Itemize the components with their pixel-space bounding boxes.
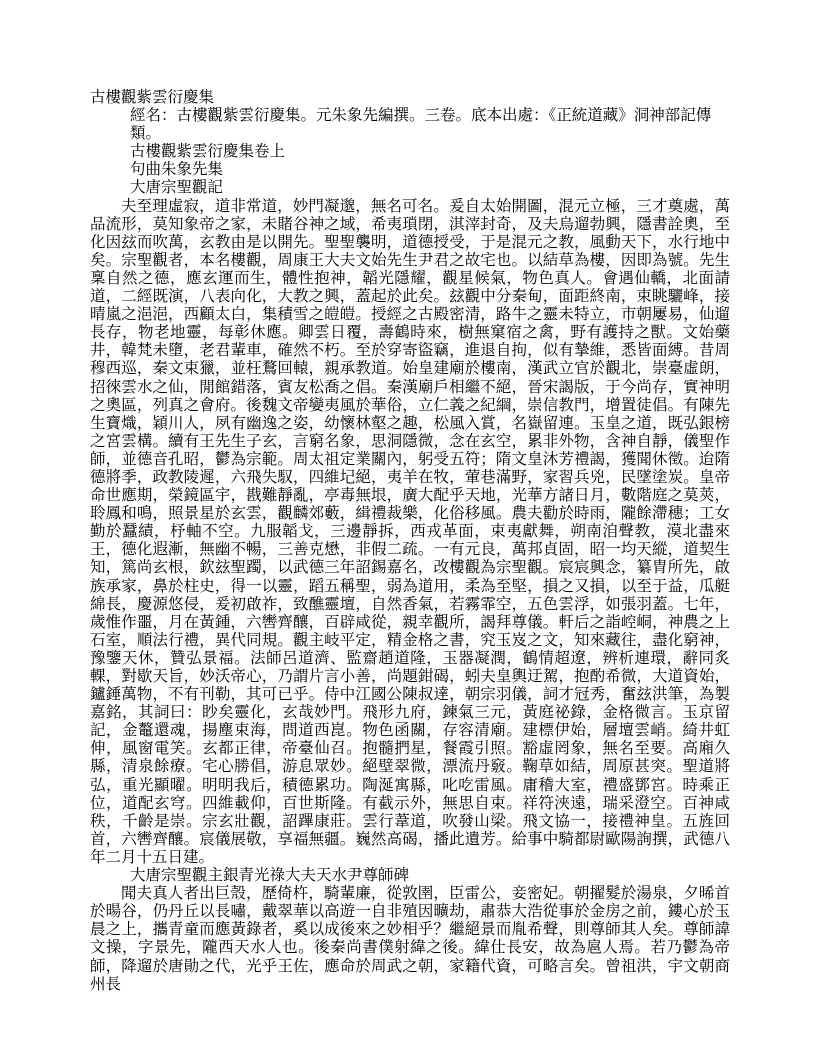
scripture-meta-line: 經名：古樓觀紫雲衍慶集。元朱象先編撰。三卷。底本出處：《正統道藏》洞神部記傳類。 [130,106,712,143]
section-heading-zongsheng-guan-ji: 大唐宗聖觀記 [130,178,224,197]
volume-heading: 古樓觀紫雲衍慶集卷上 [130,142,286,161]
document-title: 古樓觀紫雲衍慶集 [90,88,215,106]
section-heading-yin-zunshi-bei: 大唐宗聖觀主銀青光祿大夫天水尹尊師碑 [130,866,410,885]
section-body-zongsheng-guan-ji: 夫至理虛寂，道非常道，妙門凝邈，無名可名。爰自太始開圖，混元立極，三才奠處，萬品流形，莫知象帝之家，未賭谷神之域，希夷瑣閉，淇滓封奇，及夫烏遛勃興，隱書詮奧，至化因玆而吹萬，玄教由是以開先。聖聖襲明，道德授受，于是混元之教，風動天下，水行地中矣。宗聖觀者，本名樓觀，周康王大夫文始先生尹君之故宅也。以結草為樓，因即為號。先生稟自然之德，應玄運而生，體性抱神，韜光隱耀，觀星候氣，物色真人。會遇仙轎，北面請道，二經既演，八表向化，大教之興，蓋起於此矣。玆觀中分秦甸，面距終南，束眺驪峰，接晴嵐之浥浥，西顧太白，集積雪之皚皚。授經之古殿密清，路牛之靈未特立，市朝屢易，仙遛長存，物老地靈，每彰休應。卿雲日覆，壽鶴時來，樹無窠宿之禽，野有護持之獸。文始藥井，韓梵未墮，老君輩車，確然不朽。至於穿寄盜竊，進退自拘，似有摯維，悉皆面縛。昔周穆西巡，秦文束獵，並枉鶩回轅，親承教道。始皇建廟於樓南，漢武立官於觀北，崇臺虛朗，招徠雲水之仙，閒館錯落，賓友松喬之倡。秦漢廟戶相繼不絕，晉宋謁版，于今尚存，實神明之奧區，列真之會府。後魏文帝孌夷風於華俗，立仁義之紀綱，崇信教門，增置徒倡。有陳先生寶熾，穎川人，夙有幽逸之姿，幼懷林壑之趣，松風入賞，名嶽留連。玉皇之道，既弘銀榜之宮雲構。續有王先生子玄，言窮名象，思洞隱微，念在玄空，累非外物，含神自靜，儀聖作師，並德音孔昭，鬱為宗範。周太祖定業關內，躬受五符；隋文皇沐芳禮謁，獲聞休徵。迨隋德將季，政教陵遲，六飛失馭，四維圮絕，夷羊在牧，葷巷滿野，家習兵兇，民墜塗炭。皇帝命世應期，榮鏡區宇，戡難靜亂，亭毒無垠，廣大配乎天地，光華方諸日月，數階庭之莫莢，聆鳳和鳴，照景星於玄雲，觀麟郊藪，緝禮裁樂，化俗移風。農夫勸於時雨，隴餘滯穗；工女勤於蠶績，杼軸不空。九服韜戈，三邊靜拆，西戎革面，束夷獻舞，朔南洎聲教，漠北盡來王，德化遐漸，無幽不暢，三善克懋，非假二疏。一有元良，萬邦貞固，昭一均天縱，道契生知，篤尚玄根，欽玆聖躅，以武德三年詔錫嘉名，改樓觀為宗聖觀。宸宸興念，纂胄所先，啟族承家，鼻於柱史，得一以靈，蹈五稱聖，弱為道用，柔為至堅，損之又損，以至于益，瓜艇綿長，慶源悠侵，爰初啟祚，致醮靈壇，自然香氣，若霧霏空，五色雲浮，如張羽蓋。七年，歲惟作噩，月在黃鍾，六轡齊釀，百辟咸從，親幸觀所，謁拜尊儀。軒后之詣崆峒，神農之上石室，順法行禮，異代同規。觀主岐平定，精金格之書，究玉岌之文，知來藏往，盡化窮神，豫鑒天休，贊弘景福。法師呂道濟、監齋趙道隆，玉器凝潤，鶴情超遼，辨析連環，辭同炙輠，對歇天旨，妙沃帝心，乃謂片言小善，尚題鉗碣，蚓夫皇輿迂駕，抱酌希微，大道資始，鑪錘萬物，不有刊勒，其可已乎。侍中江國公陳叔達，朝宗羽儀，詞才冠秀，奮玆洪筆，為製嘉銘，其詞曰：眇矣靈化，玄哉妙門。飛形九府，鍊氣三元，黃庭祕錄，金格微言。玉京留記，金鼇還魂，揚塵束海，問道西崑。物色函關，存容清廟。建標伊始，層壇雲峭。綺井虹伸，風窗電笑。玄都正律，帝臺仙召。抱髓捫星，餐霞引照。豁虛罔象，無名至要。高廂久縣，清泉餘療。宅心勝倡，游息眾妙。絕壁翠微，漂流丹竅。鞠草如結，周原甚突。聖道將弘，重光顯曜。明明我后，積德累功。陶涎寓縣，叱吃雷風。庸稽大室，禮盛鄧宮。時乘正位，道配玄穹。四維載仰，百世斯隆。有截示外，無思自束。祥符浹遠，瑞采澄空。百神咸秩，千齡是崇。宗玄壯觀，詔蹕康莊。雲行葦道，吹發山梁。飛文協一，接禮神皇。五旌回首，六轡齊釀。宸儀展敬，享福無疆。巍然高碣，播此遺芳。給事中騎都尉歐陽詢撰，武德八年二月十五日建。 [90,196,730,866]
compiler-line: 句曲朱象先集 [130,160,224,179]
section-body-yin-zunshi-bei: 聞夫真人者出巨殼，歷倚杵，騎輩廉，從敦圉，臣雷公，妾密妃。朝擢髮於湯泉，夕晞首於暘谷，仍丹丘以長嘯，戴翠華以高遊一自非殖因曠劫，肅恭大浩從事於金房之前，鏤心於玉晨之上，攜青童而應黃錄者，奚以成後來之妙相乎？繼絕景而胤希聲，則尊師其人矣。尊師諱文操，字景先，隴西天水人也。後秦尚書僕射緯之後。緯仕長安，故為扈人焉。若乃鬱為帝師，降遛於唐勛之代，光乎王佐，應命於周武之朝，家籍代資，可略言矣。曾祖洪，宇文朝商州長 [90,884,730,993]
